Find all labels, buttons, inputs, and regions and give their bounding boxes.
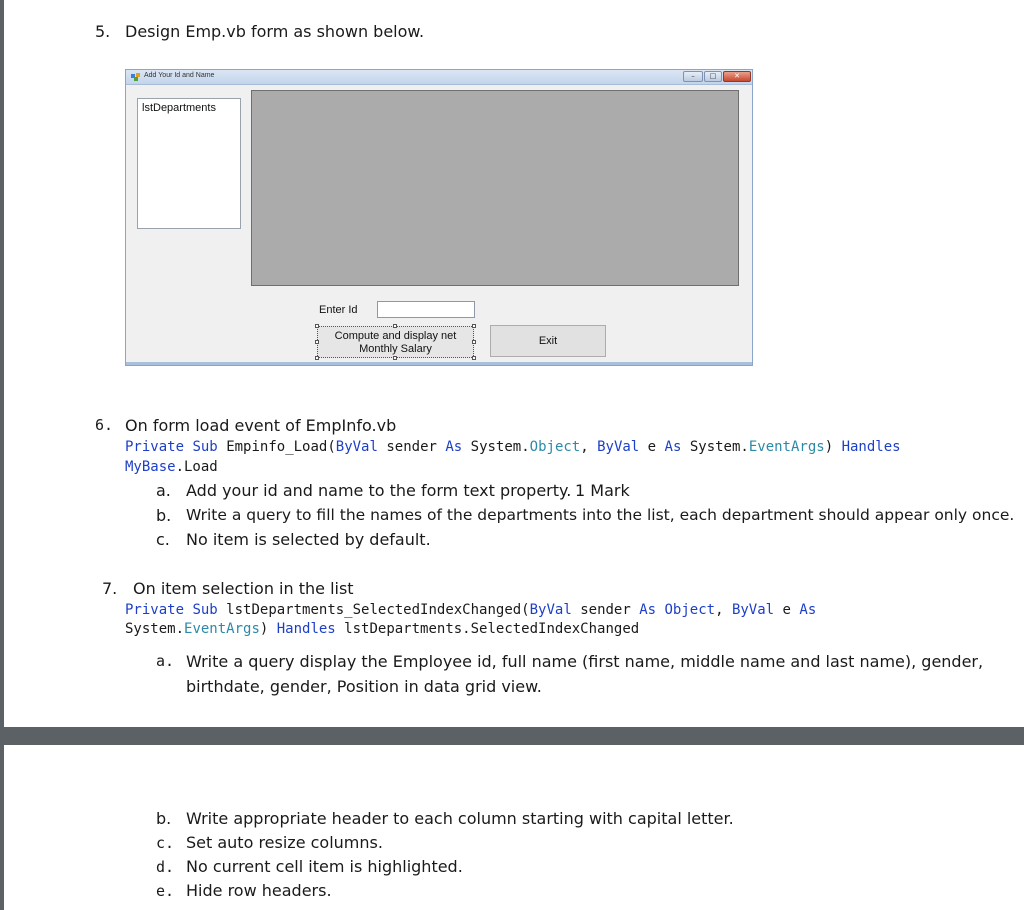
app-icon	[131, 73, 141, 81]
q6-code-line-2	[125, 459, 218, 475]
q6-code-line-1	[125, 439, 901, 455]
resize-handle	[393, 324, 397, 328]
resize-handle	[393, 356, 397, 360]
resize-handle	[472, 356, 476, 360]
q6-text: On form load event of EmpInfo.vb	[125, 416, 397, 435]
q6-item-text: Write a query to fill the names of the departments into the list, each department should appear only once.	[186, 506, 1015, 524]
compute-line-1: Compute and display net	[334, 330, 457, 342]
code-keyword: Handles	[276, 621, 336, 637]
q6-item-letter: b.	[156, 506, 172, 525]
resize-handle	[315, 340, 319, 344]
code-keyword: Object	[656, 602, 716, 618]
close-button[interactable]: ✕	[723, 71, 751, 82]
code-text: lstDepartments_SelectedIndexChanged(	[217, 602, 530, 618]
q7-item-text: birthdate, gender, Position in data grid view.	[186, 677, 542, 696]
code-keyword: As	[799, 602, 817, 618]
q7-item-text: Write a query display the Employee id, full name (first name, middle name and last name), gender,	[186, 652, 984, 671]
q6-item-text: Add your id and name to the form text property.	[186, 481, 572, 500]
q7-item-text: Hide row headers.	[186, 881, 332, 900]
code-text: lstDepartments.SelectedIndexChanged	[335, 621, 640, 637]
q6-item-letter: a.	[156, 481, 171, 500]
q7-item-letter: e.	[156, 882, 175, 900]
code-text: Empinfo_Load(	[226, 439, 336, 455]
q7-item-text: Set auto resize columns.	[186, 833, 383, 852]
code-text: ,	[715, 602, 732, 618]
code-keyword: As	[639, 602, 657, 618]
exit-button[interactable]: Exit	[490, 325, 606, 357]
code-text: )	[259, 621, 277, 637]
compute-salary-button[interactable]	[317, 326, 474, 358]
compute-line-2: Monthly Salary	[359, 343, 432, 355]
code-text: e	[639, 439, 665, 455]
resize-handle	[472, 324, 476, 328]
code-keyword: ByVal	[529, 602, 572, 618]
id-textbox[interactable]	[377, 301, 475, 318]
resize-handle	[472, 340, 476, 344]
code-text: )	[824, 439, 842, 455]
code-keyword: ByVal	[597, 439, 640, 455]
q6-item-letter: c.	[156, 530, 170, 549]
q5-text: Design Emp.vb form as shown below.	[125, 22, 425, 41]
q7-item-letter: b.	[156, 809, 172, 828]
code-type: EventArgs	[184, 621, 260, 637]
form-bottom-border	[126, 362, 752, 365]
code-text: System.	[125, 621, 185, 637]
code-keyword: As	[445, 439, 463, 455]
q7-item-text: No current cell item is highlighted.	[186, 857, 463, 876]
q6-item-text: No item is selected by default.	[186, 530, 431, 549]
q6-number: 6.	[95, 416, 114, 434]
code-text: ,	[580, 439, 598, 455]
maximize-button[interactable]: □	[704, 71, 722, 82]
code-keyword: Handles	[841, 439, 901, 455]
form-titlebar	[126, 70, 752, 85]
code-keyword: Sub	[192, 439, 218, 455]
document-page-2	[4, 745, 1024, 910]
q7-text: On item selection in the list	[133, 579, 354, 598]
q7-item-letter: a.	[156, 652, 175, 670]
q7-number: 7.	[102, 579, 118, 598]
departments-listbox[interactable]	[137, 98, 241, 229]
code-type: EventArgs	[748, 439, 825, 455]
resize-handle	[315, 324, 319, 328]
code-keyword: ByVal	[335, 439, 378, 455]
q7-item-letter: d.	[156, 858, 175, 876]
code-text: sender	[377, 439, 446, 455]
resize-handle	[315, 356, 319, 360]
q7-code-line-2	[125, 621, 639, 637]
code-keyword: As	[664, 439, 682, 455]
code-text: System.	[681, 439, 749, 455]
listbox-label: lstDepartments	[142, 102, 216, 114]
code-text: .Load	[175, 459, 218, 475]
code-type: Object	[529, 439, 581, 455]
code-keyword: Private	[125, 602, 185, 618]
data-grid-view[interactable]	[251, 90, 739, 286]
form-title: Add Your Id and Name	[144, 72, 215, 79]
q6-item-mark: 1 Mark	[575, 481, 630, 500]
document-page-1	[4, 0, 1024, 727]
code-text: System.	[462, 439, 530, 455]
code-keyword: Sub	[192, 602, 218, 618]
code-keyword: MyBase	[125, 459, 176, 475]
code-keyword: ByVal	[731, 602, 775, 618]
q7-code-line-1	[125, 602, 816, 618]
q7-item-letter: c.	[156, 834, 175, 852]
code-keyword: Private	[125, 439, 185, 455]
code-text: e	[774, 602, 800, 618]
code-text: sender	[571, 602, 640, 618]
enter-id-label: Enter Id	[319, 304, 358, 316]
form-screenshot	[125, 69, 753, 366]
q7-item-text: Write appropriate header to each column starting with capital letter.	[186, 809, 734, 828]
q5-number: 5.	[95, 22, 111, 41]
minimize-button[interactable]: –	[683, 71, 703, 82]
